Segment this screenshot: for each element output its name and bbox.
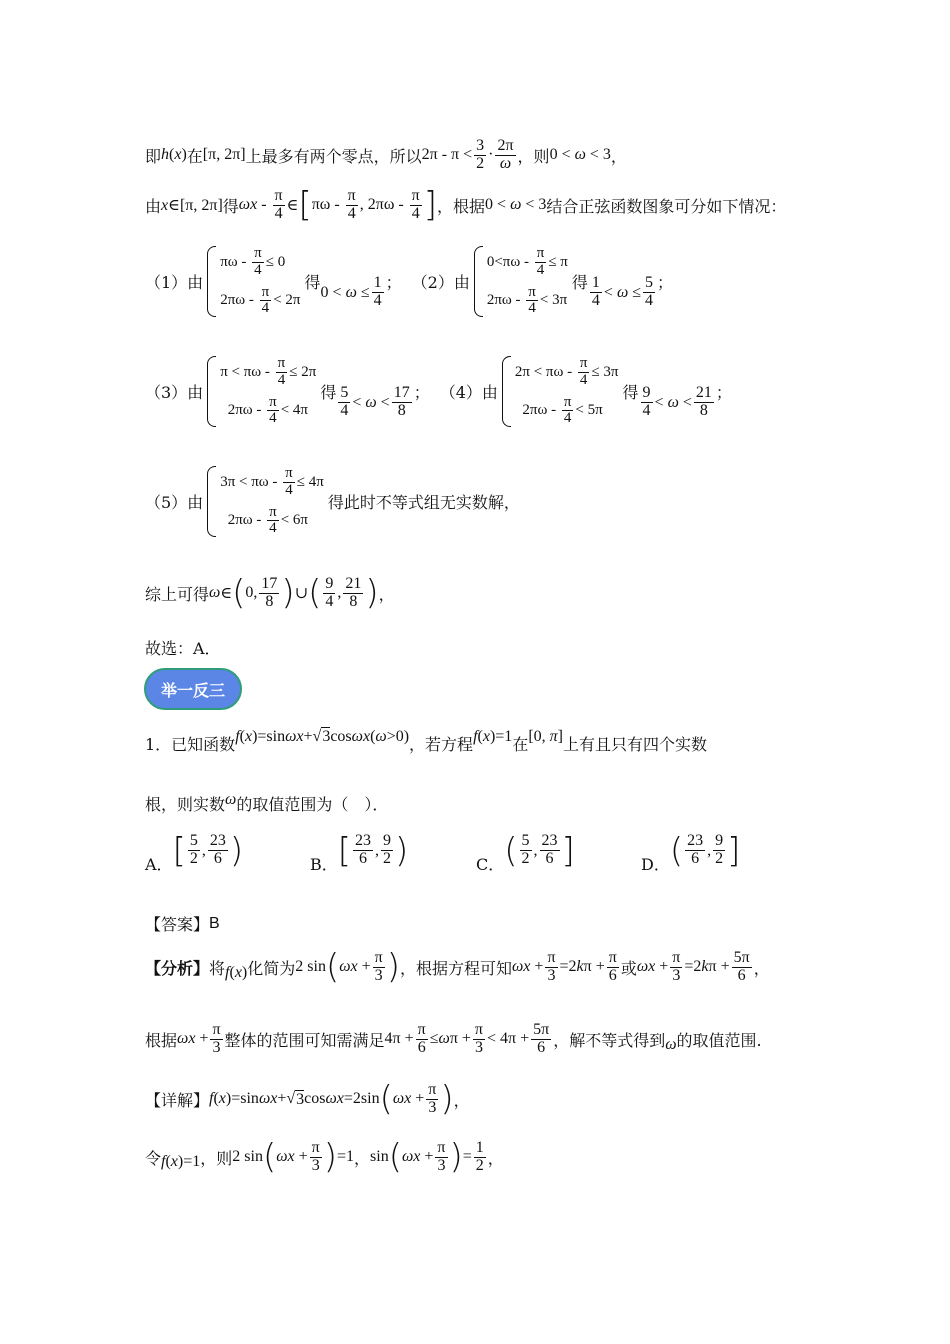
math-cond-1: ωx + $\frac{\pi}{3}$ =2 k π + $\frac{\pi}{6}$ [512, 949, 617, 984]
math-function: f(x)=sinωx+√3cosωx(ω>0) [235, 727, 410, 745]
text: 的取值范围为（ ）． [236, 795, 389, 814]
text: ，则 [517, 146, 550, 166]
answer-tag: 【答案】 [145, 915, 210, 934]
result-4: $\frac{9}{4}$ < ω < $\frac{21}{8}$ [642, 384, 712, 419]
text: ； [413, 383, 430, 402]
text: ， [453, 1090, 470, 1110]
text: 综上可得 [145, 584, 210, 604]
summary [145, 573, 395, 614]
text: ， [354, 1148, 371, 1168]
text: 上有且只有四个实数 [563, 735, 708, 754]
case-1-label: （1）由 [145, 273, 204, 292]
text: 得 [304, 273, 321, 292]
math-fx-1: f(x)=1 [161, 1153, 201, 1171]
answer-line [145, 912, 220, 935]
math-h-x: h(x) [161, 146, 187, 164]
text: 的取值范围. [676, 1030, 762, 1050]
system-1: πω - $\frac{\pi}{4}$ ≤ 0 2πω - $\frac{\pi}{4}$ < 2π [207, 246, 300, 317]
math-2sin-1: 2 sin ( ωx + $\frac{\pi}{3}$ ) =1 [232, 1137, 355, 1178]
text: 得 [222, 196, 239, 216]
system-4: 2π < πω - $\frac{\pi}{4}$ ≤ 3π 2πω - $\frac{\pi}{4}$ < 5π [502, 356, 619, 427]
math-x-in: x∈[π, 2π] [161, 197, 223, 215]
text: ，则 [200, 1148, 233, 1168]
text: 根据 [145, 1030, 178, 1050]
text: ，根据 [437, 196, 486, 216]
text: ， [610, 146, 627, 166]
math-interval: [π, 2π] [202, 146, 246, 164]
case-4-label: （4）由 [439, 383, 498, 402]
detail-line-2 [145, 1137, 504, 1178]
text: ， [487, 1148, 504, 1168]
math-detail: f ( x )=sin ωx +√ 3 cos ωx =2sin ( ωx + $\frac{\pi}{3}$ ) [209, 1079, 454, 1120]
text: 1．已知函数 [145, 735, 236, 754]
line-2 [145, 185, 787, 226]
option-label: A． [145, 855, 173, 874]
text: 故选：A． [145, 639, 221, 658]
math-ineq: 2π - π < $\frac{3}{2}$ · $\frac{2\pi}{\omega}$ [421, 137, 514, 172]
text: ； [657, 273, 674, 292]
text: ， [753, 958, 770, 978]
math-interval: [0, π] [528, 727, 563, 745]
detail-line-1 [145, 1079, 470, 1120]
case-5-label: （5）由 [145, 493, 204, 512]
text: 上最多有两个零点，所以 [245, 146, 422, 166]
option-b[interactable]: B． [ $\frac{23}{6}$ , $\frac{9}{2}$ ) [310, 830, 409, 874]
text: 结合正弦函数图象可分如下情况： [546, 196, 787, 216]
math-need: 4π + $\frac{\pi}{6}$ ≤ ω π + $\frac{\pi}{3}$ < 4π + $\frac{5\pi}{6}$ [384, 1021, 550, 1056]
text: ，根据方程可知 [399, 958, 512, 978]
math-phase: ωx + $\frac{\pi}{3}$ [177, 1021, 221, 1056]
result-1: 0 < ω ≤ $\frac{1}{4}$ [320, 274, 382, 309]
result-2: $\frac{1}{4}$ < ω ≤ $\frac{5}{4}$ [591, 274, 654, 309]
math-cond-2: ωx + $\frac{\pi}{3}$ =2 k π + $\frac{5\pi}{6}$ [636, 949, 750, 984]
text: 由 [145, 196, 162, 216]
math-omega-range: 0 < ω < 3 [549, 146, 611, 164]
option-a[interactable]: A． [ $\frac{5}{2}$ , $\frac{23}{6}$ ) [145, 830, 244, 874]
answer-value: B [209, 914, 220, 932]
system-5: 3π < πω - $\frac{\pi}{4}$ ≤ 4π 2πω - $\frac{\pi}{4}$ < 6π [207, 466, 324, 537]
text: 在 [186, 146, 203, 166]
text: 或 [620, 958, 637, 978]
option-c[interactable]: C． ( $\frac{5}{2}$ , $\frac{23}{6}$ ] [476, 830, 575, 874]
text: 整体的范围可知需满足 [224, 1030, 385, 1050]
system-2: 0<πω - $\frac{\pi}{4}$ ≤ π 2πω - $\frac{\pi}{4}$ < 3π [474, 246, 568, 317]
analysis-line-1 [145, 947, 770, 988]
case-3-label: （3）由 [145, 383, 204, 402]
option-label: C． [476, 855, 505, 874]
case-3-4 [145, 356, 732, 427]
case-2-label: （2）由 [411, 273, 470, 292]
analysis-line-2 [145, 1022, 762, 1057]
math-omega: ω [225, 790, 237, 808]
math-2sin: 2 sin ( ωx + $\frac{\pi}{3}$ ) [295, 947, 400, 988]
section-badge: 举一反三 [144, 668, 242, 710]
detail-tag: 【详解】 [145, 1090, 210, 1110]
text: ，解不等式得到 [553, 1030, 666, 1050]
text: 化简为 [247, 958, 296, 978]
system-3: π < πω - $\frac{\pi}{4}$ ≤ 2π 2πω - $\frac{\pi}{4}$ < 4π [207, 356, 316, 427]
math-f-x: f(x) [225, 964, 248, 982]
question-line-1 [145, 727, 708, 755]
choice-line [145, 636, 221, 659]
math-omega-range: 0 < ω < 3 [485, 196, 547, 214]
case-5 [145, 466, 520, 537]
math-eq: f(x)=1 [473, 727, 513, 745]
text: ， [378, 584, 395, 604]
text: 即 [145, 146, 162, 166]
analysis-tag: 【分析】 [145, 958, 210, 978]
text: 在 [512, 735, 529, 754]
text: 得 [571, 273, 588, 292]
option-d[interactable]: D． ( $\frac{23}{6}$ , $\frac{9}{2}$ ] [641, 830, 741, 874]
text: 得此时不等式组无实数解， [327, 493, 520, 512]
text: ； [385, 273, 402, 292]
option-label: B． [310, 855, 338, 874]
math-sin-half: sin ( ωx + $\frac{\pi}{3}$ ) = $\frac{1}{2}$ [370, 1137, 484, 1178]
text: 将 [209, 958, 226, 978]
option-label: D． [641, 855, 670, 874]
text: 令 [145, 1148, 162, 1168]
math-phase: ωx - $\frac{\pi}{4}$ ∈ [ πω - $\frac{\pi}{4}$ , 2πω - $\frac{\pi}{4}$ ] [238, 185, 438, 226]
question-line-2 [145, 792, 388, 815]
text: 得 [320, 383, 337, 402]
case-1-2 [145, 246, 673, 317]
text: ，若方程 [409, 735, 474, 754]
text: ； [715, 383, 732, 402]
result-3: $\frac{5}{4}$ < ω < $\frac{17}{8}$ [340, 384, 410, 419]
math-omega: ω [665, 1036, 677, 1054]
line-1 [145, 138, 627, 173]
math-union: ω ∈ ( 0, $\frac{17}{8}$ ) ∪ ( $\frac{9}{4}$ , $\frac{21}{8}$ ) [209, 573, 379, 614]
text: 根，则实数 [145, 795, 226, 814]
text: 得 [622, 383, 639, 402]
